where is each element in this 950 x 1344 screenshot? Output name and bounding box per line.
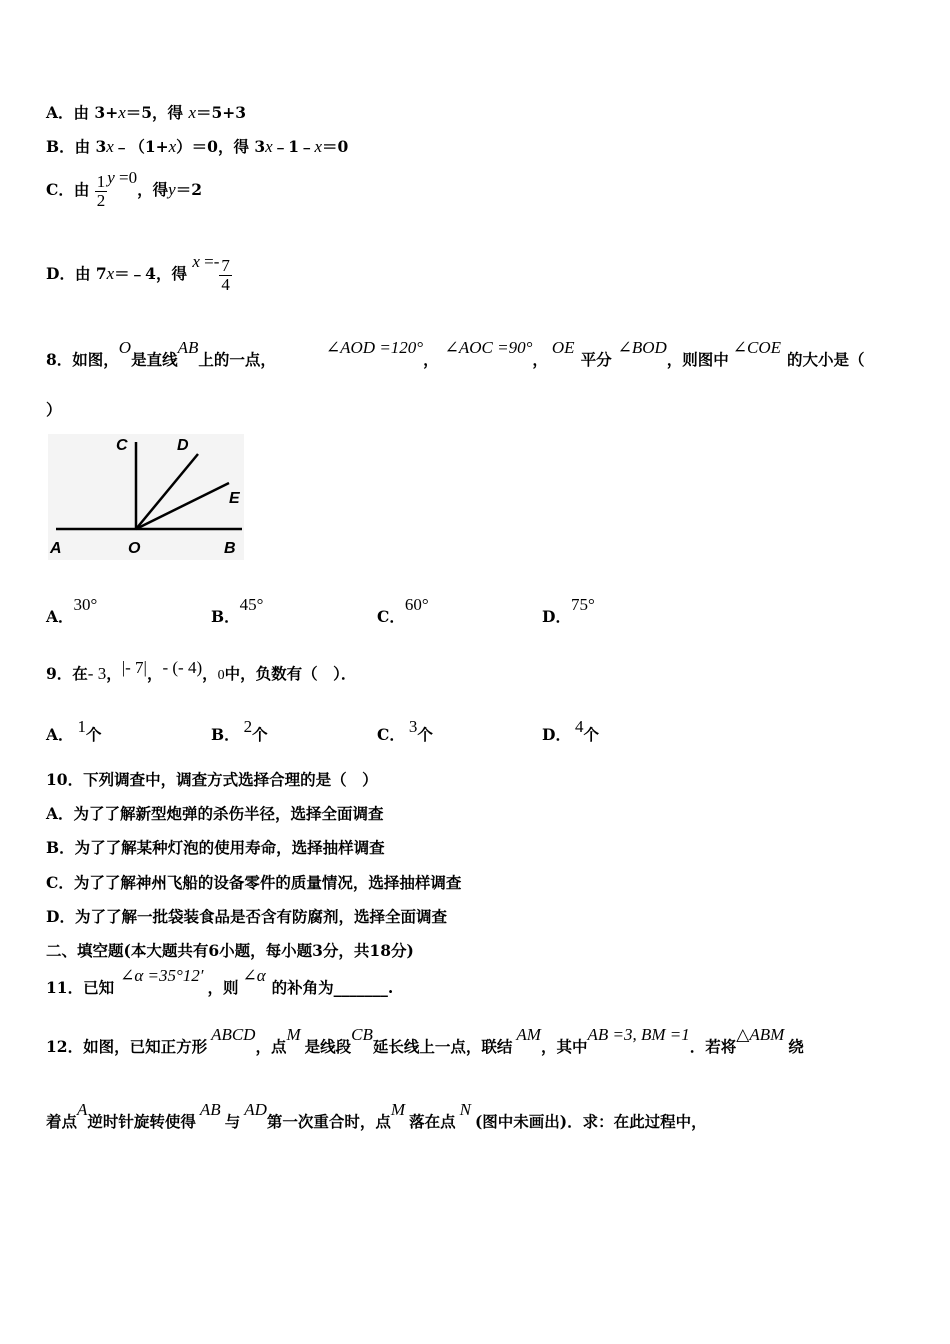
q7-option-c bbox=[46, 168, 202, 210]
q12-t4: ，其中 bbox=[540, 1037, 588, 1056]
option-label: C． bbox=[377, 725, 405, 744]
q12-l2-t3: 与 bbox=[224, 1112, 241, 1131]
option-label: D． bbox=[542, 607, 571, 626]
option-unit: 个 bbox=[583, 725, 599, 744]
q9-c3: ， bbox=[202, 664, 218, 683]
q12-l2-ad: AD bbox=[244, 1100, 267, 1119]
q8-t4: ，则图中 bbox=[666, 350, 729, 369]
q7-c-eq: =0 bbox=[114, 168, 138, 187]
q12-cb: CB bbox=[351, 1025, 373, 1044]
q7-c-num: 1 bbox=[96, 171, 106, 191]
q7-d-den: 4 bbox=[221, 274, 230, 294]
q7-b-x3: x bbox=[265, 137, 273, 156]
q7-b-p3: ﹣1﹣ bbox=[272, 137, 315, 156]
q12-l2-n: N bbox=[459, 1100, 471, 1119]
q7-d-fraction bbox=[219, 257, 232, 294]
q8-number: 8．如图， bbox=[46, 350, 119, 369]
q12-t2: 是线段 bbox=[304, 1037, 352, 1056]
option-value: 2 bbox=[243, 717, 253, 736]
q8-oe: OE bbox=[551, 338, 575, 357]
q12-l2-t5: 落在点 bbox=[409, 1112, 456, 1131]
q7-b-x4: x bbox=[314, 137, 323, 156]
q7-c-var: y bbox=[107, 168, 115, 187]
q11-stem bbox=[46, 966, 394, 998]
q7-c-mid: ，得 bbox=[137, 180, 169, 199]
q7-b-end: ＝0 bbox=[322, 137, 349, 156]
q12-l2-a: A bbox=[77, 1100, 88, 1119]
q9-v4: 0 bbox=[217, 668, 225, 683]
q8-stem bbox=[46, 338, 865, 370]
q12-number: 12．如图，已知正方形 bbox=[46, 1037, 208, 1056]
label-a: A bbox=[50, 540, 62, 557]
q8-t5: 的大小是（ bbox=[787, 350, 865, 369]
q12-t5: ．若将 bbox=[689, 1037, 737, 1056]
q7-d-x: x bbox=[106, 264, 115, 283]
q12-line1 bbox=[46, 1025, 804, 1057]
label-c: C bbox=[116, 437, 128, 454]
q11-alpha: ∠α bbox=[242, 966, 266, 985]
q8-option-d bbox=[542, 595, 595, 627]
q12-line2 bbox=[46, 1100, 707, 1132]
q7-c-y: y bbox=[168, 180, 176, 199]
q10-option-b: B．为了了解某种灯泡的使用寿命，选择抽样调查 bbox=[46, 838, 385, 857]
q8-bod: ∠BOD bbox=[617, 338, 667, 357]
q10-option-a: A．为了了解新型炮弹的杀伤半径，选择全面调查 bbox=[46, 804, 384, 823]
option-value: 75° bbox=[570, 595, 595, 614]
q9-v2: |- 7| bbox=[121, 658, 147, 677]
q10-option-c: C．为了了解神州飞船的设备零件的质量情况，选择抽样调查 bbox=[46, 873, 462, 892]
option-value: 3 bbox=[408, 717, 418, 736]
q7-b-label: B．由 3 bbox=[46, 137, 107, 156]
q7-d-lhs: x bbox=[192, 252, 200, 271]
q12-cond: AB =3, BM =1 bbox=[587, 1025, 690, 1044]
q7-b-x2: x bbox=[168, 137, 177, 156]
q12-am: AM bbox=[516, 1025, 541, 1044]
q8-o: O bbox=[118, 338, 132, 357]
q12-t3: 延长线上一点，联结 bbox=[372, 1037, 513, 1056]
q12-l2-ab: AB bbox=[199, 1100, 221, 1119]
q8-comma1: ， bbox=[423, 350, 439, 369]
q7-a-mid: ＝5，得 bbox=[125, 103, 189, 122]
q7-d-num: 7 bbox=[221, 255, 230, 275]
q7-b-p1: ﹣（1+ bbox=[113, 137, 169, 156]
q7-a-end: ＝5+3 bbox=[195, 103, 247, 122]
q9-c1: ， bbox=[106, 664, 122, 683]
q8-option-a bbox=[46, 595, 98, 627]
q7-d-label: D．由 7 bbox=[46, 264, 107, 283]
q8-option-b bbox=[211, 595, 264, 627]
q8-coe: ∠COE bbox=[732, 338, 782, 357]
q7-d-mid: ＝﹣4，得 bbox=[114, 264, 187, 283]
q12-t1: ，点 bbox=[255, 1037, 287, 1056]
q12-l2-t1: 着点 bbox=[46, 1112, 78, 1131]
option-label: C． bbox=[377, 607, 405, 626]
q10-option-d: D．为了了解一批袋装食品是否含有防腐剂，选择全面调查 bbox=[46, 907, 447, 926]
q8-comma2: ， bbox=[532, 350, 548, 369]
q8-aod: ∠AOD =120° bbox=[325, 338, 424, 357]
q7-c-den: 2 bbox=[96, 190, 106, 210]
q7-a-x2: x bbox=[188, 103, 196, 122]
q9-tail: 中，负数有（ ）． bbox=[224, 664, 357, 683]
q9-option-d bbox=[542, 717, 599, 745]
figure-background bbox=[48, 434, 244, 560]
q7-b-x: x bbox=[106, 137, 114, 156]
q7-a-label: A．由 3+ bbox=[46, 103, 119, 122]
option-label: D． bbox=[542, 725, 571, 744]
q9-option-b bbox=[211, 717, 268, 745]
label-d: D bbox=[177, 437, 189, 454]
option-value: 1 bbox=[77, 717, 87, 736]
q12-l2-t2: 逆时针旋转使得 bbox=[87, 1112, 196, 1131]
q12-abcd: ABCD bbox=[211, 1025, 256, 1044]
q12-tri: △ABM bbox=[736, 1025, 785, 1044]
option-value: 30° bbox=[73, 595, 98, 614]
option-value: 60° bbox=[404, 595, 429, 614]
q11-number: 11．已知 bbox=[46, 978, 115, 997]
option-value: 4 bbox=[574, 717, 584, 736]
q7-c-label: C．由 bbox=[46, 180, 90, 199]
option-label: A． bbox=[46, 607, 74, 626]
q7-option-a bbox=[46, 103, 246, 123]
q7-option-d bbox=[46, 252, 232, 294]
q8-close-paren: ） bbox=[46, 400, 62, 419]
section-heading-fill-in: 二、填空题(本大题共有6小题，每小题3分，共18分) bbox=[46, 941, 414, 960]
q9-option-c bbox=[377, 717, 433, 745]
q7-d-eq: =- bbox=[199, 252, 220, 271]
option-unit: 个 bbox=[86, 725, 102, 744]
q8-option-c bbox=[377, 595, 429, 627]
q12-m: M bbox=[286, 1025, 301, 1044]
q9-option-a bbox=[46, 717, 102, 745]
q9-v1: - 3 bbox=[87, 664, 107, 683]
option-unit: 个 bbox=[252, 725, 268, 744]
label-o: O bbox=[128, 540, 141, 557]
q10-stem: 10．下列调查中，调查方式选择合理的是（ ） bbox=[46, 770, 378, 789]
q11-t2: 的补角为_______. bbox=[271, 978, 394, 997]
q9-stem bbox=[46, 658, 357, 686]
option-unit: 个 bbox=[417, 725, 433, 744]
q11-t1: ，则 bbox=[207, 978, 239, 997]
option-label: B． bbox=[211, 607, 240, 626]
q11-expr: ∠α =35°12′ bbox=[120, 966, 204, 985]
q8-t3: 平分 bbox=[580, 350, 612, 369]
option-label: A． bbox=[46, 725, 74, 744]
q12-l2-t4: 第一次重合时，点 bbox=[266, 1112, 391, 1131]
q9-number: 9．在 bbox=[46, 664, 88, 683]
q7-c-end: ＝2 bbox=[175, 180, 202, 199]
q8-angle-figure bbox=[46, 432, 246, 562]
q7-c-fraction bbox=[95, 173, 108, 210]
q12-l2-m: M bbox=[390, 1100, 406, 1119]
q12-t6: 绕 bbox=[788, 1037, 804, 1056]
q7-option-b bbox=[46, 137, 348, 157]
option-value: 45° bbox=[239, 595, 264, 614]
q7-a-x: x bbox=[118, 103, 126, 122]
q9-v3: - (- 4) bbox=[162, 658, 203, 677]
q9-c2: ， bbox=[146, 664, 163, 683]
q8-t2: 上的一点， bbox=[198, 350, 276, 369]
q7-b-p2: ）＝0，得 3 bbox=[176, 137, 266, 156]
q8-ab: AB bbox=[177, 338, 199, 357]
q12-l2-t6: (图中未画出)．求：在此过程中， bbox=[474, 1112, 707, 1131]
label-b: B bbox=[224, 540, 236, 557]
option-label: B． bbox=[211, 725, 240, 744]
label-e: E bbox=[229, 490, 240, 507]
q8-t1: 是直线 bbox=[131, 350, 178, 369]
q8-aoc: ∠AOC =90° bbox=[444, 338, 533, 357]
